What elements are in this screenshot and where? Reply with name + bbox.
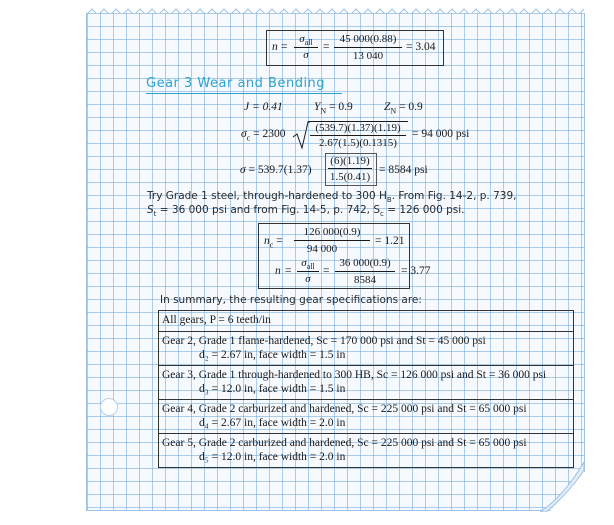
sigma-fracbar [328,168,372,169]
spec-line: d₅ = 12.0 in, face width = 2.0 in [199,451,346,463]
nc-lhs: $n_c$ = [264,235,283,250]
spec-line: d₂ = 2.67 in, face width = 1.5 in [199,349,346,361]
factor-zn: $Z_N = 0.9$ [384,101,423,116]
nc-result: = 1.21 [375,235,405,247]
top-n: n [272,41,278,53]
spec-line: d₄ = 2.67 in, face width = 2.0 in [199,417,346,429]
top-fracbar-1 [294,47,318,48]
n-num: 36 000(0.9) [339,257,391,269]
spec-line: Gear 4, Grade 2 carburized and hardened, Sc = 225 000 psi and St = 65 000 psi [162,403,527,415]
sigma-num: (6)(1.19) [330,155,370,167]
sigma-result: = 8584 psi [379,164,428,176]
sigma-c-fracbar [310,135,406,136]
try-text-line2: $S_t = 36$ 000 psi and from Fig. 14-5, p. 742, $S_c = 126$ 000 psi. [147,204,465,219]
spec-line: d₃ = 12.0 in, face width = 1.5 in [199,383,346,395]
top-eq1: = [281,41,288,53]
sigma-c-num: (539.7)(1.37)(1.19) [315,122,401,134]
top-sigma-all: $\sigma_{all}$ [299,33,313,48]
n-eq1: = [285,265,292,277]
sigma-c-lhs: $\sigma_c = 2300$ [241,128,286,143]
n-result: = 3.77 [401,265,431,277]
sigma-c-result: = 94 000 psi [412,128,470,140]
top-den: 13 040 [352,50,384,62]
n-sigma-all: $\sigma_{all}$ [301,257,315,272]
top-fracbar-2 [334,47,402,48]
n-fracbar-1 [297,271,319,272]
sigma-c-den: 2.67(1.5)(0.1315) [319,137,397,149]
n-fracbar-2 [335,271,395,272]
top-eq2: = [323,41,330,53]
nc-fracbar [294,240,370,241]
n-den: 8584 [354,274,376,286]
spec-line: Gear 3, Grade 1 through-hardened to 300 HB, Sc = 126 000 psi and St = 36 000 psi [162,369,547,381]
spec-row [159,311,573,332]
top-sigma: σ [303,49,309,61]
nc-den: 94 000 [306,243,338,255]
spec-line: Gear 5, Grade 2 carburized and hardened, Sc = 225 000 psi and St = 65 000 psi [162,437,527,449]
summary-intro: In summary, the resulting gear specifications are: [160,294,422,306]
n-sigma: σ [305,273,311,285]
heading-underline [146,93,342,94]
nc-num: 126 000(0.9) [303,226,361,238]
section-heading: Gear 3 Wear and Bending [146,76,326,91]
spec-row [159,434,573,467]
n-eq2: = [323,265,330,277]
spec-table [158,310,574,468]
top-result: = 3.04 [406,41,436,53]
factor-j: J = 0.41 [244,101,283,113]
spec-line: Gear 2, Grade 1 flame-hardened, Sc = 170 000 psi and St = 45 000 psi [162,335,486,347]
sigma-den: 1.5(0.41) [329,171,371,183]
spec-line: All gears, P = 6 teeth/in [162,314,271,326]
factor-yn: $Y_N = 0.9$ [314,101,353,116]
try-text-line1: Try Grade 1 steel, through-hardened to 300 $H_B$. From Fig. 14-2, p. 739, [147,190,517,205]
n-lhs: n [275,265,281,277]
spec-row [159,400,573,434]
spec-row [159,332,573,366]
sigma-lhs: σ = 539.7(1.37) [240,164,312,176]
page-curl [540,462,584,512]
spec-row [159,366,573,400]
top-num: 45 000(0.88) [339,33,397,45]
binder-hole [100,398,118,416]
